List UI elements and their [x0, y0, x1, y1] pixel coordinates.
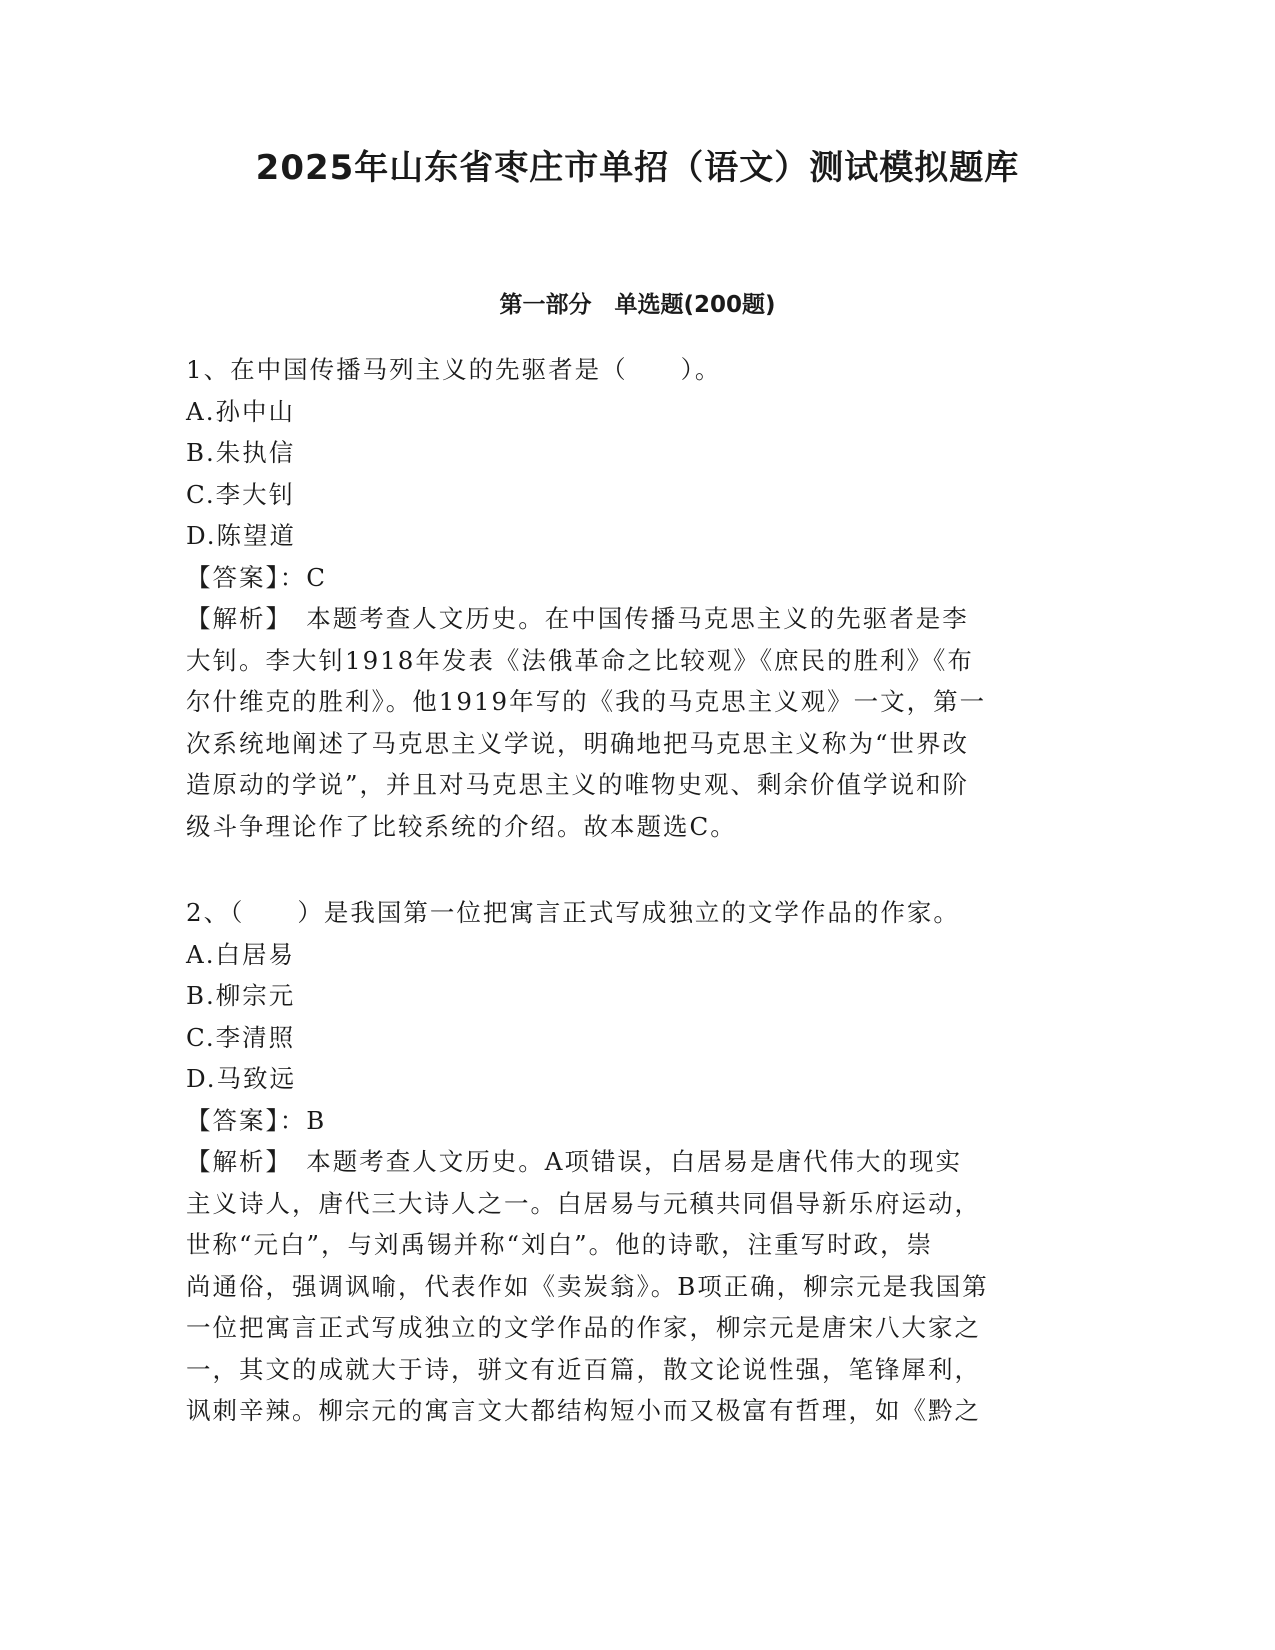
- analysis-line: 造原动的学说”，并且对马克思主义的唯物史观、剩余价值学说和阶: [186, 770, 970, 799]
- option-d: D.陈望道: [186, 521, 297, 550]
- analysis-line: 尔什维克的胜利》。他1919年写的《我的马克思主义观》一文，第一: [186, 687, 987, 716]
- analysis-line: 级斗争理论作了比较系统的介绍。故本题选C。: [186, 811, 737, 841]
- section-heading: 第一部分 单选题(200题): [499, 292, 776, 318]
- analysis-line: 世称“元白”，与刘禹锡并称“刘白”。他的诗歌，注重写时政，崇: [186, 1230, 934, 1259]
- question-block: [186, 892, 1066, 1432]
- analysis-line: 尚通俗，强调讽喻，代表作如《卖炭翁》。B项正确，柳宗元是我国第: [186, 1271, 989, 1301]
- analysis-line: 次系统地阐述了马克思主义学说，明确地把马克思主义称为“世界改: [186, 728, 970, 758]
- option-a: A.孙中山: [186, 396, 295, 426]
- document-title: 2025年山东省枣庄市单招（语文）测试模拟题库: [255, 148, 1020, 188]
- analysis-line: 大钊。李大钊1918年发表《法俄革命之比较观》《庶民的胜利》《布: [186, 645, 974, 675]
- analysis-line: 讽刺辛辣。柳宗元的寓言文大都结构短小而又极富有哲理，如《黔之: [186, 1396, 981, 1425]
- question-stem: 1、在中国传播马列主义的先驱者是（ ）。: [186, 355, 722, 384]
- option-d: D.马致远: [186, 1064, 297, 1093]
- answer-line: 【答案】：B: [186, 1105, 327, 1135]
- analysis-line: 【解析】 本题考查人文历史。A项错误，白居易是唐代伟大的现实: [186, 1147, 962, 1176]
- question-block: [186, 349, 1066, 847]
- analysis-line: 一，其文的成就大于诗，骈文有近百篇，散文论说性强，笔锋犀利，: [186, 1354, 981, 1384]
- analysis-line: 【解析】 本题考查人文历史。在中国传播马克思主义的先驱者是李: [186, 604, 969, 633]
- option-b: B.柳宗元: [186, 981, 296, 1010]
- option-c: C.李清照: [186, 1022, 296, 1052]
- option-c: C.李大钊: [186, 479, 296, 509]
- analysis-line: 主义诗人，唐代三大诗人之一。白居易与元稹共同倡导新乐府运动，: [186, 1188, 981, 1218]
- option-a: A.白居易: [186, 939, 295, 969]
- analysis-line: 一位把寓言正式写成独立的文学作品的作家，柳宗元是唐宋八大家之: [186, 1313, 981, 1342]
- option-b: B.朱执信: [186, 438, 296, 467]
- question-stem: 2、（ ）是我国第一位把寓言正式写成独立的文学作品的作家。: [186, 898, 960, 927]
- answer-line: 【答案】：C: [186, 562, 327, 592]
